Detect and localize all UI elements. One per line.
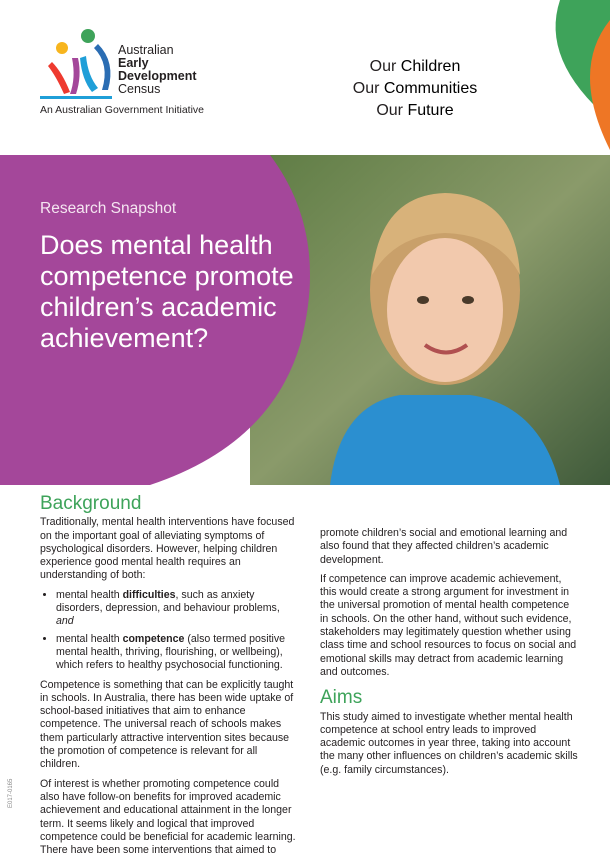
bullet-text: (also termed positive mental health, thriving, flourishing, or wellbeing), which refers to healthy psychosocial functioning. bbox=[56, 632, 286, 672]
logo-line-3: Development bbox=[118, 69, 197, 83]
tagline-prefix: Our bbox=[376, 102, 408, 119]
bullet-text: , such as anxiety disorders, depression, and behaviour problems, bbox=[56, 588, 280, 615]
bullet-italic: and bbox=[56, 615, 74, 628]
background-bullet-list bbox=[40, 589, 298, 673]
logo-line-2: Early bbox=[118, 56, 149, 70]
page-title: Does mental health competence promote children’s academic achievement? bbox=[40, 230, 294, 353]
logo-wordmark bbox=[118, 44, 197, 96]
bullet-emphasis: competence bbox=[122, 632, 185, 645]
background-paragraph-3: Of interest is whether promoting competence could also have follow-on benefits for improved academic achievement and educational attainment in the longer term. It seems likely and logical that improved competence could be beneficial for academic learning. There have been some interventions that aimed to bbox=[40, 777, 296, 857]
decorative-corner-shapes bbox=[500, 0, 610, 150]
bullet-competence bbox=[56, 633, 298, 673]
tagline-line-2 bbox=[330, 78, 500, 100]
tagline-prefix: Our bbox=[352, 80, 384, 97]
background-paragraph-1: Traditionally, mental health interventions have focused on the important goal of alleviating symptoms of psychological disorders. However, helping children experience good mental health requires an understanding of both: bbox=[40, 516, 295, 582]
column-left bbox=[40, 493, 298, 863]
bullet-text: mental health bbox=[56, 588, 123, 601]
document-code: E017-0165 bbox=[8, 778, 14, 808]
tagline-line-1 bbox=[330, 56, 500, 78]
tagline-prefix: Our bbox=[369, 58, 401, 75]
bullet-difficulties bbox=[56, 589, 298, 629]
hero-text bbox=[40, 200, 310, 354]
tagline-word: Future bbox=[407, 102, 454, 119]
aims-heading: Aims bbox=[320, 687, 363, 709]
column-right bbox=[320, 527, 578, 783]
background-paragraph-5: If competence can improve academic achievement, this would create a strong argument for investment in the universal promotion of mental health competence in schools. On the other hand, without such evidence, stakeholders may legitimately question whether using class time and school resources to focus on social and emotional skills may detract from academic learning and outcomes. bbox=[320, 572, 577, 678]
tagline-line-3 bbox=[330, 100, 500, 122]
background-heading: Background bbox=[40, 493, 142, 514]
aims-paragraph: This study aimed to investigate whether mental health competence at school entry leads to improved academic outcomes in year three, taking into account the many other influences on children’s academic skills (e.g. family circumstances). bbox=[320, 710, 578, 776]
tagline-word: Communities bbox=[383, 80, 478, 97]
aedc-logo-icon bbox=[40, 28, 120, 100]
logo-line-4: Census bbox=[118, 82, 161, 96]
header-tagline bbox=[330, 56, 500, 122]
bullet-text: mental health bbox=[56, 632, 123, 645]
logo-line-1: Australian bbox=[118, 43, 174, 57]
tagline-word: Children bbox=[400, 58, 461, 75]
background-paragraph-4: promote children’s social and emotional learning and also found that they affected children’s academic development. bbox=[320, 527, 568, 566]
bullet-emphasis: difficulties bbox=[122, 588, 176, 601]
research-snapshot-label: Research Snapshot bbox=[40, 200, 177, 217]
logo-tagline: An Australian Government Initiative bbox=[40, 104, 205, 116]
background-paragraph-2: Competence is something that can be explicitly taught in schools. In Australia, there has been wide uptake of school-based initiatives that aim to enhance competence. The universal reach of schools makes them particularly attractive intervention sites because the promotion of competence is relevant for all children. bbox=[40, 678, 294, 771]
